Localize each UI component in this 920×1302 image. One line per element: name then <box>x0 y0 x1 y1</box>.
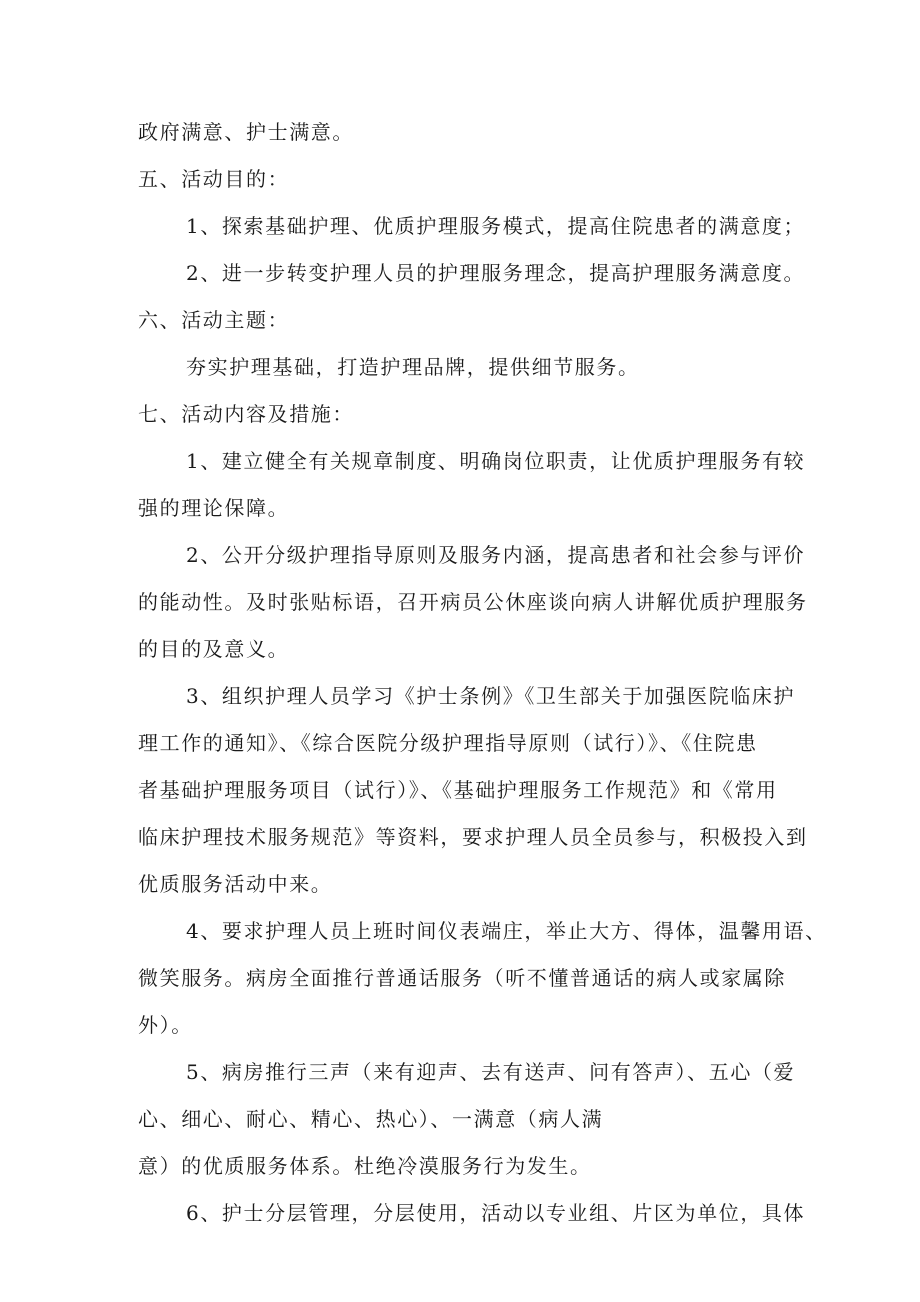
text-line: 夯实护理基础，打造护理品牌，提供细节服务。 <box>186 355 640 379</box>
text-line: 2、进一步转变护理人员的护理服务理念，提高护理服务满意度。 <box>186 261 806 285</box>
text-line: 3、组织护理人员学习《护士条例》《卫生部关于加强医院临床护 <box>186 684 796 708</box>
text-line: 2、公开分级护理指导原则及服务内涵，提高患者和社会参与评价 <box>186 543 806 567</box>
section-heading-seven: 七、活动内容及措施： <box>138 402 354 426</box>
section-heading-five: 五、活动目的： <box>138 167 290 191</box>
text-line: 的目的及意义。 <box>138 637 290 661</box>
text-line: 政府满意、护士满意。 <box>138 120 354 144</box>
text-line: 意）的优质服务体系。杜绝冷漠服务行为发生。 <box>138 1154 592 1178</box>
text-line: 的能动性。及时张贴标语，召开病员公休座谈向病人讲解优质护理服务 <box>138 590 808 614</box>
text-line: 6、护士分层管理，分层使用，活动以专业组、片区为单位，具体 <box>186 1201 806 1225</box>
text-line: 强的理论保障。 <box>138 496 290 520</box>
text-line: 5、病房推行三声（来有迎声、去有送声、问有答声）、五心（爱 <box>186 1060 796 1084</box>
text-line: 微笑服务。病房全面推行普通话服务（听不懂普通话的病人或家属除 <box>138 966 786 990</box>
text-line: 临床护理技术服务规范》等资料，要求护理人员全员参与，积极投入到 <box>138 825 808 849</box>
text-line: 者基础护理服务项目（试行）》、《基础护理服务工作规范》和《常用 <box>138 778 778 802</box>
text-line: 4、要求护理人员上班时间仪表端庄，举止大方、得体，温馨用语、 <box>186 919 827 943</box>
text-line: 1、探索基础护理、优质护理服务模式，提高住院患者的满意度； <box>186 214 806 238</box>
text-line: 1、建立健全有关规章制度、明确岗位职责，让优质护理服务有较 <box>186 449 806 473</box>
text-line: 外）。 <box>138 1013 193 1037</box>
section-heading-six: 六、活动主题： <box>138 308 290 332</box>
text-line: 理工作的通知》、《综合医院分级护理指导原则（试行）》、《住院患 <box>138 731 758 755</box>
text-line: 心、细心、耐心、精心、热心）、一满意（病人满 <box>138 1107 604 1131</box>
text-line: 优质服务活动中来。 <box>138 872 333 896</box>
